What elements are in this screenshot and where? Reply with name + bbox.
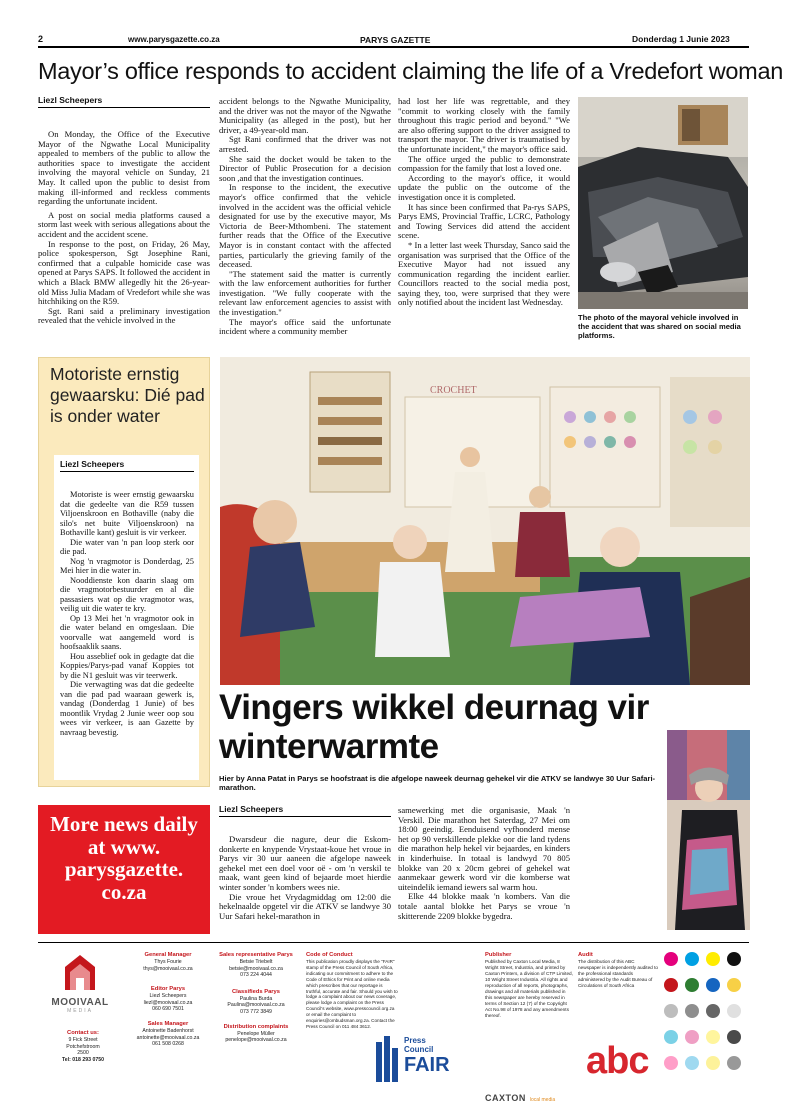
paragraph: Elke 44 blokke maak 'n kombers. Van die totale aantal blokke het Parys se vroue 'n skitterende 2209 blokke bygedra. [398,891,570,921]
color-swatches [664,952,750,1092]
color-swatch [685,952,699,966]
paragraph: A post on social media platforms caused a storm last week with serious allegations about the accident and the accident scene. [38,209,210,239]
staff-email[interactable]: betsie@mooivaal.co.za [229,965,283,972]
paragraph: samewerking met die organisasie, Maak 'n Verskil. Die marathon het Saterdag, 27 Mei om 18:00 geeindig. Eenduisend vyfhonderd mense het op 90 verskillende plekke oor die land tydens die marathon help hekel vir bejaardes, en kinders in kinderhuise. In totaal is landwyd 70 805 blokke van 20 x 20cm gebrei of gehekel wat aanmekaar gewerk word vir die komberse wat uiteindelik iemand iewers sal warm hou. [398,805,570,892]
publisher-title: Publisher [485,952,512,958]
knitting-headline: Vingers wikkel deurnag vir winterwarmte [219,688,649,766]
car-illustration [578,97,748,309]
knitting-col2 [398,806,570,921]
knitting-photo-caption: Hier by Anna Patat in Parys se hoofstraat is die afgelope naweek deurnag gehekel vir die ATKV se landwye 30 Uur Safari-marathon. [219,774,656,793]
color-swatch [706,1056,720,1070]
color-swatch [685,1004,699,1018]
mayoral-vehicle-photo[interactable] [578,97,748,309]
color-swatch [706,1004,720,1018]
color-swatch [727,952,741,966]
press-council-icon [374,1034,400,1084]
paragraph: Die vroue het Vrydagmiddag om 12:00 die hekelnaalde opgetel vir die ATKV se landwye 30 Uur Safari hekel-marathon in [219,891,391,921]
header-rule [38,46,749,48]
paragraph: The office urged the public to demonstrate compassion for the family that lost a loved one. [398,153,570,174]
paragraph: In response to the incident, the executive mayor's office confirmed that the vehicle involved in the accident was the official vehicle designated for use by the executive mayor, Ms Victoria de Beer-Mthombeni. The statement further reads that the Office of the Executive Mayor is in constant contact with the affected parties, particularly the grieving family of the deceased. [219,182,391,270]
crochet-sign: CROCHET [430,385,477,396]
staff-name: Liezl Scheepers [149,993,187,1000]
knitter-scene [667,730,750,930]
sidebar-text [60,490,194,737]
contact-line: 9 Fick Street [68,1037,98,1043]
staff-name: Penelope Müller [237,1030,275,1037]
promo-text: More news daily at www. parysgazette. co.za [50,812,198,904]
staff-title: Distribution complaints [223,1023,289,1030]
paragraph: Dwarsdeur die nagure, deur die Eskom-donkerte en knypende Vrystaat-koue het vroue in Parys vir 30 uur aaneen die afgelope naweek gehekel met een doel voor oë - om 'n verskil te maak, want geen kind of bejaarde moet hierdie winter sonder 'n kombers wees nie. [219,834,391,892]
promo-box[interactable] [38,805,210,934]
paragraph: She said the docket would be taken to the Director of Public Prosecution for a decision soon ,and that the investigation continues. [219,153,391,183]
staff-title: Sales Manager [147,1020,189,1027]
staff-phone: 073 772 3849 [240,1008,272,1015]
color-swatch [664,1056,678,1070]
staff-email[interactable]: thys@mooivaal.co.za [143,965,193,972]
publisher-block [485,952,573,1019]
color-swatch [727,1030,741,1044]
staff-email[interactable]: liezl@mooivaal.co.za [143,999,193,1006]
caxton-logo [485,1088,575,1106]
knitting-col1 [219,804,391,921]
staff-name: Betsie Triebelt [239,959,273,965]
color-swatch [706,952,720,966]
press-council-line2: Council [404,1045,434,1054]
knitting-portrait-photo[interactable] [667,730,750,930]
paragraph: Hou asseblief ook in gedagte dat die Koppies/Parys-pad vanaf Koppies tot by die N1 gesluit was vir teerwerk. [60,651,194,680]
staff-phone: 073 224 4044 [240,972,272,979]
crochet-group-photo[interactable] [220,357,750,685]
color-swatch [664,1030,678,1044]
main-story-col3 [398,97,570,308]
code-text: This publication proudly displays the "FAIR" stamp of the Press Council of South Africa, indicating our commitment to adhere to the Code of Ethics for Print and online media which prescribes that our reportage is truthful, accurate and fair. Should you wish to lodge a complaint about our news coverage, please lodge a complaint on the Press Council's website, www.presscouncil.org.za or email the complaint to enquiries@ombudsman.org.za. Contact the Press Council on 011 484 3612. [306,959,398,1029]
paragraph: On Monday, the Office of the Executive Mayor of the Ngwathe Local Municipality appealed to members of the public to allow the authorities space to investigate the accident involving the mayoral vehicle on Sunday, 21 May. It called upon the public to desist from making ill-informed and reckless comments regarding the unfortunate incident. [38,129,210,207]
color-swatch [727,978,741,992]
staff-email[interactable]: penelope@mooivaal.co.za [225,1037,287,1044]
paragraph: Motoriste is weer ernstig gewaarsku dat die gedeelte van die R59 tussen Viljoenskroon en Bothaville (naby die silo's net buite Viljoenskroon) na Bothaville kant) gesluit is vir verkeer. [60,490,194,537]
knitting-col1-text [219,835,391,921]
audit-block [578,952,658,989]
sidebar-headline: Motoriste ernstig gewaarsku: Dié pad is onder water [50,364,205,426]
mooivaal-house-icon [40,952,120,992]
color-swatch [706,1030,720,1044]
paragraph: accident belongs to the Ngwathe Municipality, and the driver was not the mayor of the Ngwathe Municipality (as alleged in the post), but her driver, a 49-year-old man. [219,96,391,135]
press-council-line1: Press [404,1036,426,1045]
staff-phone: 060 690 7501 [152,1006,184,1013]
staff-phone: 061 508 0268 [152,1041,184,1048]
staff-title: Editor Parys [150,986,186,993]
paragraph: * In a letter last week Thursday, Sanco said the organisation was surprised that the Office of the Executive Mayor had not issued any communication regarding the incident earlier. Councillors reacted to the social media post, saying they, too, were surprised that they were only notified about the incident last Wednesday. [398,239,570,308]
contact-title: Contact us: [67,1030,99,1036]
contact-line: Potchefstroom [66,1043,100,1050]
website-url[interactable]: www.parysgazette.co.za [128,35,220,44]
paragraph: Sgt Rani confirmed that the driver was not arrested. [219,134,391,154]
footer-rule [38,942,749,943]
staff-name: Antoinette Badenhorst [142,1027,194,1034]
audit-title: Audit [578,952,593,958]
code-title: Code of Conduct [306,952,353,958]
paper-name: PARYS GAZETTE [360,35,431,45]
logo-name: MOOIVAAL [51,997,109,1008]
publisher-text: Published by Caxton Local Media, 8 Wright Street, Industria, and printed by Caxton Printers, a division of CTP Limited, 10 Wright Street Industria. All rights and reproduction of all reports, photographs, drawings and all materials published in this newspaper are hereby reserved in terms of Section 12 (7) of the Copyright Act No.98 of 1978 and any amendments thereof. [485,959,573,1018]
paragraph: had lost her life was regrettable, and they "commit to working closely with the family throughout this tragic period and beyond." "We are also offering support to the driver assigned to transport the mayor. The driver is traumatised by the unfortunate incident," the mayor's office said. [398,96,570,154]
caxton-label: CAXTON [485,1093,526,1103]
contact-line: Tel: 018 293 0750 [61,1056,104,1063]
issue-date: Donderdag 1 Junie 2023 [632,34,730,44]
caxton-sub: local media [529,1097,556,1103]
paragraph: In response to the post, on Friday, 26 May, police spokesperson, Sgt Josephine Rani, confirmed that a culpable homicide case was opened at Parys SAPS. It followed the accident in which a Black BMW allegedly hit the 26-year-old Miss Julia Madam of Vredefort while she was hitchhiking on the R59. [38,238,210,307]
color-swatch [685,1056,699,1070]
staff-name: Paulina Burda [239,995,273,1002]
car-photo-caption: The photo of the mayoral vehicle involved in the accident that was shared on social media platforms. [578,313,741,341]
staff-title: General Manager [144,952,192,958]
contact-line: 2500 [77,1050,89,1057]
fair-label: FAIR [404,1054,450,1076]
paragraph: According to the mayor's office, it would update the public on the outcome of the investigation once it is completed. [398,172,570,202]
staff-name: Thys Fourie [154,959,182,965]
knitting-byline: Liezl Scheepers [219,804,391,817]
color-swatch [685,1030,699,1044]
paragraph: Nog 'n vragmotor is Donderdag, 25 Mei hier in die water in. [60,556,194,575]
sidebar-byline: Liezl Scheepers [60,459,194,472]
paragraph: Sgt. Rani said a preliminary investigation revealed that the vehicle involved in the [38,305,210,326]
contact-block [48,1030,118,1063]
mooivaal-logo [40,952,120,1017]
paragraph: Nooddienste kon daarin slaag om die vragmotorbestuurder en al die passasiers wat op die vragmotor was, veilig uit die water te kry. [60,575,194,613]
press-council-logo [374,1030,464,1090]
audit-text: The distribution of this ABC newspaper is independently audited to the professional standards administered by the Audit Bureau of Circulations of South Africa [578,959,659,988]
staff-col1 [128,952,208,1048]
color-swatch [727,1004,741,1018]
logo-sub: MEDIA [67,1008,93,1014]
crochet-scene [220,357,750,685]
staff-email[interactable]: Paulina@mooivaal.co.za [227,1002,285,1009]
staff-title: Classifieds Parys [231,988,280,995]
color-swatch [664,978,678,992]
paragraph: It has since been confirmed that Pa-rys SAPS, Parys EMS, Provincial Traffic, LCRC, Pathology and Towing Services did attend the accident scene. [398,201,570,241]
sidebar-story-body [60,459,194,737]
paragraph: Op 13 Mei het 'n vragmotor ook in die water beland en omgeslaan. Die voorvalle wat aangemeld word is hoofsaaklik saans. [60,613,194,651]
main-story-col1 [38,95,210,326]
color-swatch [727,1056,741,1070]
color-swatch [685,978,699,992]
main-byline: Liezl Scheepers [38,95,210,108]
abc-logo: abc [586,1040,649,1082]
staff-title: Sales representative Parys [219,952,293,958]
color-swatch [706,978,720,992]
paragraph: The mayor's office said the unfortunate incident where a community member [219,316,391,337]
main-headline: Mayor’s office responds to accident claiming the life of a Vredefort woman [38,58,783,84]
staff-email[interactable]: antoinette@mooivaal.co.za [136,1034,200,1041]
paragraph: Die water van 'n pan loop sterk oor die pad. [60,537,194,556]
paragraph: Die verwagting was dat die gedeelte van die pad pad waaraan gewerk is, vandag (Donderdag 1 Junie) of bes moontlik Vrydag 2 Junie weer oop sou wees vir verkeer, is aan Gazette by navraag bevestig. [60,680,194,737]
page-number: 2 [38,34,44,44]
color-swatch [664,1004,678,1018]
main-col1-text [38,130,210,326]
paragraph: "The statement said the matter is currently with the law enforcement authorities for further investigation. "We fully cooperate with the relevant law enforcement agencies to assist with the investigation." [219,268,391,318]
staff-col2 [216,952,296,1044]
main-story-col2 [219,97,391,337]
code-of-conduct [306,952,398,1030]
color-swatch [664,952,678,966]
